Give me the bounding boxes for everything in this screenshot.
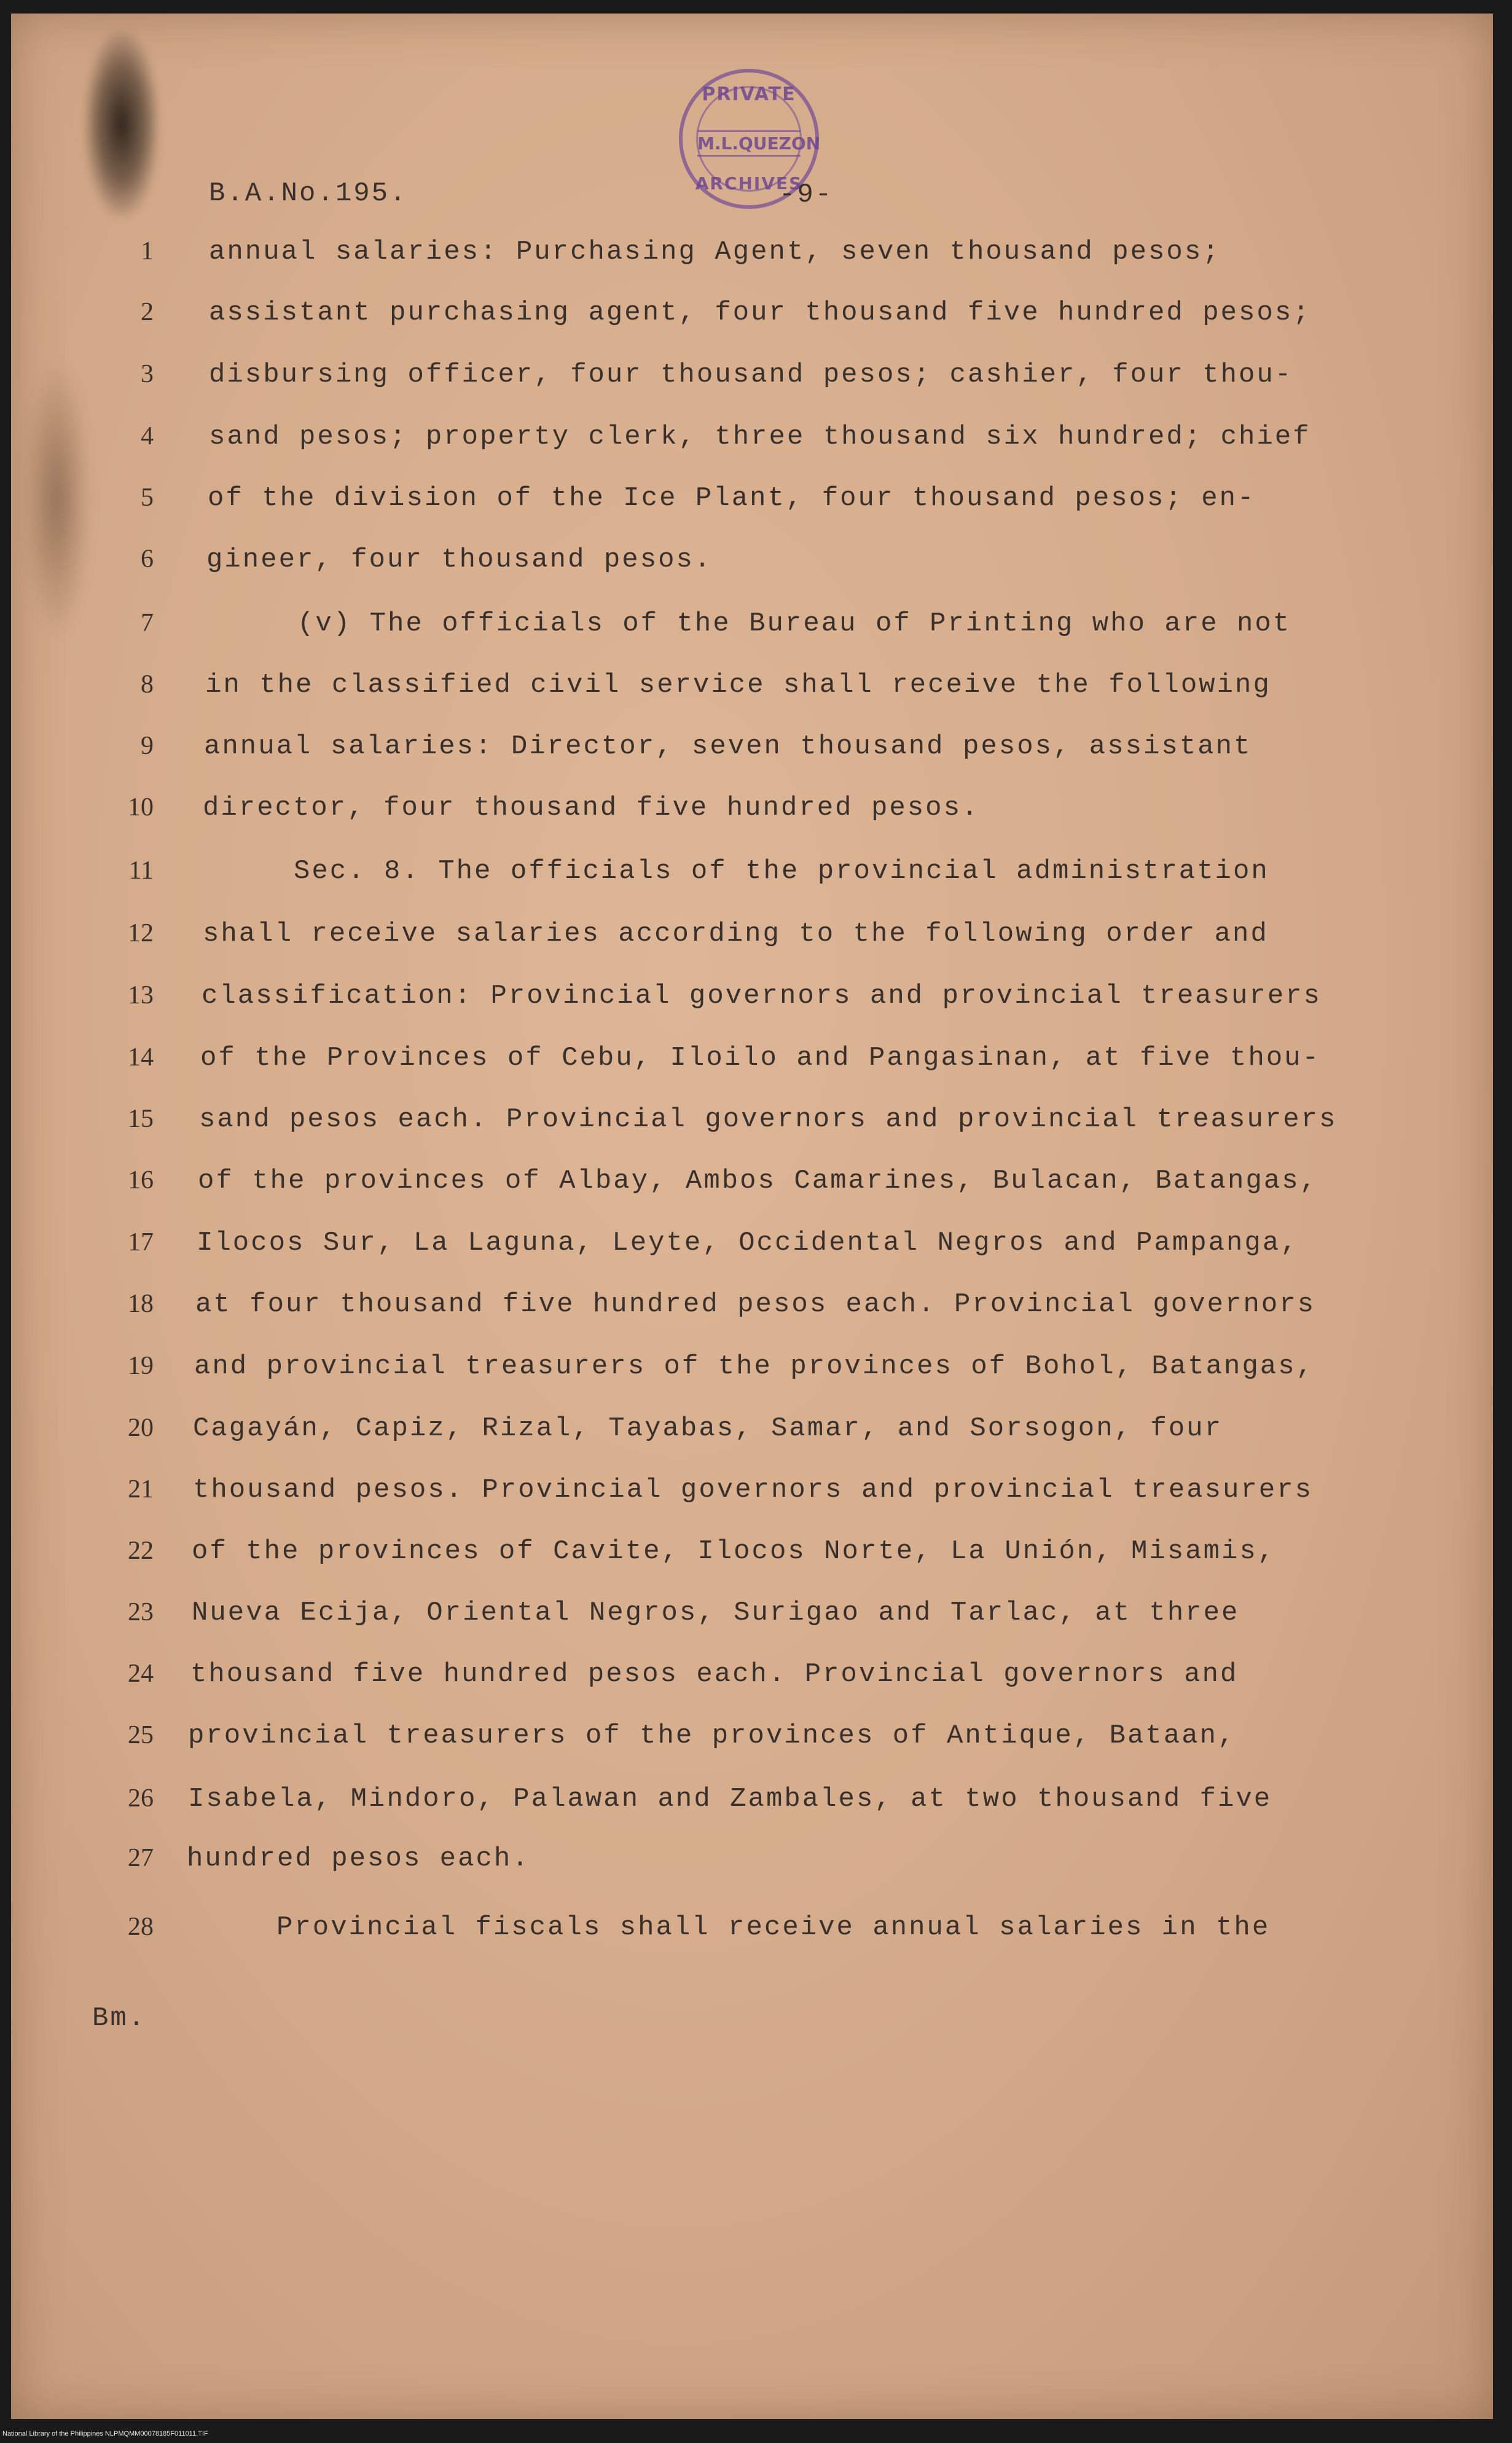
text-line bbox=[0, 1784, 1512, 1821]
line-text: disbursing officer, four thousand pesos; cashier, four thou- bbox=[209, 359, 1293, 390]
line-number: 25 bbox=[128, 1721, 154, 1749]
line-number: 4 bbox=[141, 422, 154, 450]
text-line bbox=[0, 793, 1512, 829]
bill-reference: B.A.No.195. bbox=[209, 178, 408, 209]
text-line bbox=[0, 1720, 1512, 1757]
line-number: 8 bbox=[141, 670, 154, 699]
line-number: 24 bbox=[128, 1660, 154, 1688]
line-number: 20 bbox=[128, 1414, 154, 1442]
line-number: 22 bbox=[128, 1537, 154, 1565]
line-number: 17 bbox=[128, 1228, 154, 1257]
line-text: and provincial treasurers of the provinces of Bohol, Batangas, bbox=[194, 1351, 1315, 1382]
line-number: 5 bbox=[141, 484, 154, 512]
line-text: of the Provinces of Cebu, Iloilo and Pangasinan, at five thou- bbox=[200, 1043, 1321, 1073]
line-number: 10 bbox=[128, 793, 154, 822]
scan-caption: National Library of the Philippines NLPMQMM00078185F011011.TIF bbox=[2, 2430, 208, 2437]
line-text: annual salaries: Purchasing Agent, seven thousand pesos; bbox=[209, 237, 1221, 267]
line-text: classification: Provincial governors and provincial treasurers bbox=[202, 981, 1322, 1011]
line-text: thousand pesos. Provincial governors and provincial treasurers bbox=[193, 1475, 1314, 1505]
typist-initials: Bm. bbox=[92, 2003, 147, 2034]
line-text: assistant purchasing agent, four thousand five hundred pesos; bbox=[209, 297, 1311, 328]
stamp-top-text: PRIVATE bbox=[702, 84, 796, 105]
text-line bbox=[0, 483, 1512, 520]
line-number: 16 bbox=[128, 1166, 154, 1194]
text-line bbox=[0, 1912, 1512, 1949]
text-line bbox=[0, 1043, 1512, 1080]
line-text: of the provinces of Cavite, Ilocos Norte, La Unión, Misamis, bbox=[192, 1536, 1276, 1567]
line-text: provincial treasurers of the provinces of Antique, Bataan, bbox=[188, 1720, 1236, 1751]
line-text: in the classified civil service shall receive the following bbox=[205, 670, 1271, 700]
line-number: 3 bbox=[141, 360, 154, 388]
line-number: 11 bbox=[128, 857, 154, 885]
text-line bbox=[0, 731, 1512, 768]
text-line bbox=[0, 422, 1512, 458]
line-number: 9 bbox=[141, 732, 154, 760]
line-number: 14 bbox=[128, 1043, 154, 1072]
line-text: Sec. 8. The officials of the provincial administration bbox=[294, 856, 1269, 887]
text-line bbox=[0, 981, 1512, 1018]
line-number: 18 bbox=[128, 1290, 154, 1318]
line-text: gineer, four thousand pesos. bbox=[206, 544, 713, 575]
line-text: (v) The officials of the Bureau of Printing who are not bbox=[297, 608, 1291, 639]
line-text: at four thousand five hundred pesos each. Provincial governors bbox=[195, 1289, 1316, 1320]
text-line bbox=[0, 608, 1512, 645]
text-line bbox=[0, 919, 1512, 955]
text-line bbox=[0, 1104, 1512, 1141]
line-number: 21 bbox=[128, 1475, 154, 1504]
text-line bbox=[0, 856, 1512, 893]
line-text: annual salaries: Director, seven thousand pesos, assistant bbox=[204, 731, 1252, 762]
text-line bbox=[0, 1843, 1512, 1880]
line-number: 23 bbox=[128, 1598, 154, 1626]
text-line bbox=[0, 670, 1512, 707]
stamp-middle-text: M.L.QUEZON bbox=[697, 130, 801, 157]
text-line bbox=[0, 1659, 1512, 1696]
line-number: 19 bbox=[128, 1352, 154, 1380]
line-text: Isabela, Mindoro, Palawan and Zambales, at two thousand five bbox=[188, 1784, 1272, 1814]
line-number: 27 bbox=[128, 1844, 154, 1872]
text-line bbox=[0, 1536, 1512, 1573]
line-text: hundred pesos each. bbox=[187, 1843, 530, 1874]
line-text: Ilocos Sur, La Laguna, Leyte, Occidental Negros and Pampanga, bbox=[197, 1228, 1299, 1258]
line-text: thousand five hundred pesos each. Provincial governors and bbox=[190, 1659, 1239, 1690]
line-text: director, four thousand five hundred pesos. bbox=[203, 793, 980, 823]
line-number: 13 bbox=[128, 981, 154, 1010]
text-line bbox=[0, 1413, 1512, 1450]
line-number: 7 bbox=[141, 609, 154, 637]
line-number: 26 bbox=[128, 1784, 154, 1813]
line-number: 28 bbox=[128, 1913, 154, 1941]
line-text: Cagayán, Capiz, Rizal, Tayabas, Samar, and Sorsogon, four bbox=[193, 1413, 1223, 1444]
ink-smudge bbox=[85, 32, 159, 216]
line-text: shall receive salaries according to the following order and bbox=[203, 919, 1269, 949]
text-line bbox=[0, 237, 1512, 273]
text-line bbox=[0, 1166, 1512, 1202]
page-number: -9- bbox=[779, 179, 834, 210]
stamp-bottom-text: ARCHIVES bbox=[695, 173, 803, 194]
line-text: of the provinces of Albay, Ambos Camarines, Bulacan, Batangas, bbox=[198, 1166, 1318, 1196]
line-number: 2 bbox=[141, 298, 154, 326]
text-line bbox=[0, 297, 1512, 334]
text-line bbox=[0, 544, 1512, 581]
text-line bbox=[0, 1475, 1512, 1512]
line-text: sand pesos; property clerk, three thousand six hundred; chief bbox=[209, 422, 1311, 452]
line-number: 12 bbox=[128, 919, 154, 947]
line-text: Provincial fiscals shall receive annual salaries in the bbox=[276, 1912, 1271, 1943]
text-line bbox=[0, 1228, 1512, 1265]
text-line bbox=[0, 1289, 1512, 1326]
line-text: Nueva Ecija, Oriental Negros, Surigao and Tarlac, at three bbox=[192, 1598, 1240, 1628]
line-number: 1 bbox=[141, 237, 154, 265]
text-line bbox=[0, 359, 1512, 396]
text-line bbox=[0, 1351, 1512, 1388]
text-line bbox=[0, 1598, 1512, 1634]
line-number: 6 bbox=[141, 545, 154, 573]
line-number: 15 bbox=[128, 1105, 154, 1133]
line-text: sand pesos each. Provincial governors and provincial treasurers bbox=[199, 1104, 1338, 1135]
line-text: of the division of the Ice Plant, four thousand pesos; en- bbox=[208, 483, 1256, 514]
